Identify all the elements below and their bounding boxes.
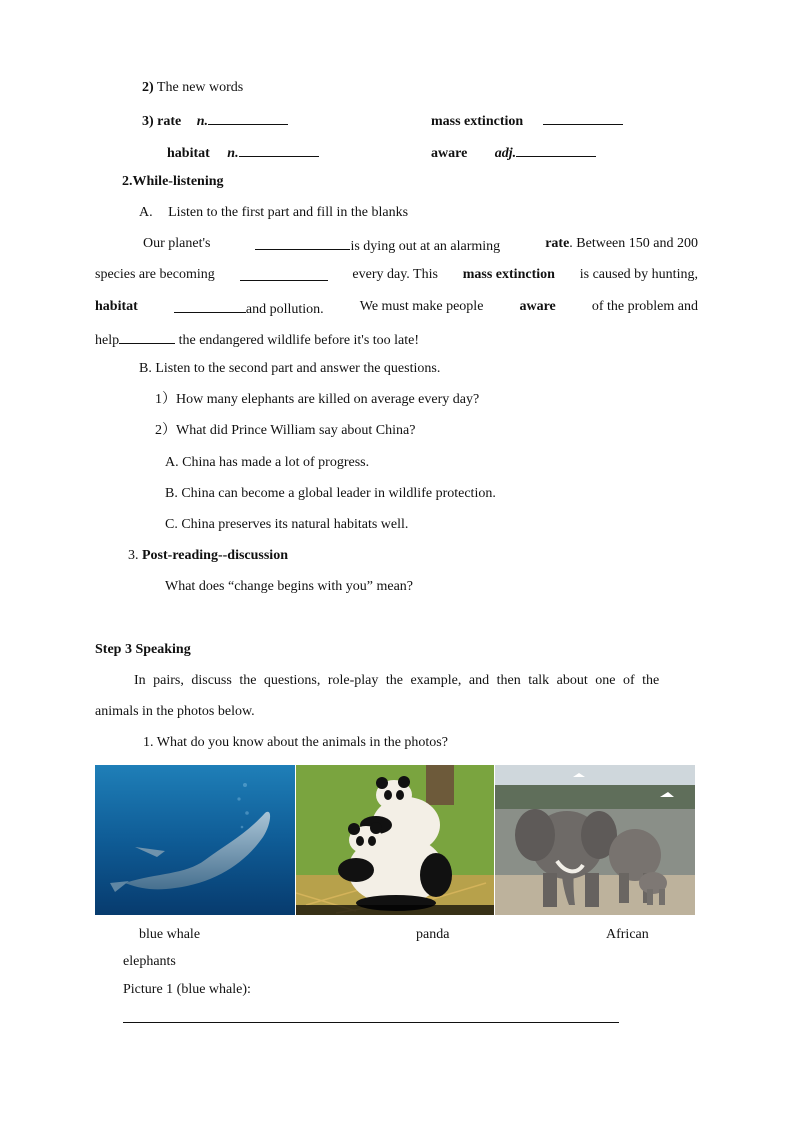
new-words-item bbox=[142, 79, 243, 97]
vocab-word-aware: aware bbox=[431, 146, 468, 161]
item-number: 2) bbox=[142, 80, 154, 95]
fill-blank[interactable] bbox=[208, 110, 288, 125]
vocab-row-1 bbox=[142, 110, 288, 131]
part-b-instruction: B. Listen to the second part and answer the questions. bbox=[139, 361, 441, 376]
answer-line[interactable] bbox=[123, 1022, 619, 1023]
fill-blank[interactable] bbox=[240, 266, 328, 281]
question-2: 2）What did Prince William say about China? bbox=[155, 423, 416, 438]
discussion-question: What does “change begins with you” mean? bbox=[165, 579, 414, 594]
paragraph-line-3: habitat and pollution. We must make people aware of the problem and bbox=[95, 299, 698, 317]
item-text: The new words bbox=[156, 80, 244, 95]
fill-blank[interactable] bbox=[239, 142, 319, 157]
fill-blank[interactable] bbox=[119, 329, 175, 344]
option-c: C. China preserves its natural habitats well. bbox=[165, 517, 409, 532]
fill-blank[interactable] bbox=[255, 235, 350, 250]
vocab-word-habitat: habitat bbox=[167, 146, 210, 161]
caption-panda: panda bbox=[416, 927, 450, 942]
vocab-mass-extinction bbox=[431, 110, 623, 131]
section-heading-post-reading: 3. Post-reading--discussion bbox=[128, 548, 288, 563]
step3-intro-line-2: animals in the photos below. bbox=[95, 704, 255, 719]
vocab-habitat bbox=[167, 142, 319, 163]
step3-intro-line-1: In pairs, discuss the questions, role-play the example, and then talk about one of the bbox=[134, 673, 660, 688]
panda-photo bbox=[296, 765, 494, 915]
fill-blank[interactable] bbox=[543, 110, 623, 125]
picture-1-label: Picture 1 (blue whale): bbox=[123, 982, 251, 997]
caption-elephants: elephants bbox=[123, 954, 176, 969]
vocab-aware bbox=[431, 142, 596, 163]
vocab-word-mass-extinction: mass extinction bbox=[431, 114, 524, 129]
fill-blank[interactable] bbox=[174, 298, 246, 313]
section-heading-while-listening: 2.While-listening bbox=[122, 174, 224, 189]
paragraph-line-2: species are becoming every day. This mass extinction is caused by hunting, bbox=[95, 267, 698, 282]
caption-blue-whale: blue whale bbox=[139, 927, 201, 942]
question-1: 1）How many elephants are killed on average every day? bbox=[155, 392, 480, 407]
caption-african: African bbox=[606, 927, 649, 942]
paragraph-line-1: Our planet's is dying out at an alarming rate. Between 150 and 200 bbox=[143, 236, 698, 254]
item-number: 3) bbox=[142, 114, 154, 129]
paragraph-line-4: help the endangered wildlife before it's too late! bbox=[95, 329, 419, 350]
vocab-pos: n. bbox=[227, 146, 239, 161]
option-a: A. China has made a lot of progress. bbox=[165, 455, 370, 470]
option-b: B. China can become a global leader in wildlife protection. bbox=[165, 486, 496, 501]
vocab-word-rate: rate bbox=[157, 114, 182, 129]
vocab-pos: n. bbox=[196, 114, 209, 129]
fill-blank[interactable] bbox=[516, 142, 596, 157]
step3-question-1: 1. What do you know about the animals in the photos? bbox=[143, 735, 448, 750]
section-heading-step3: Step 3 Speaking bbox=[95, 642, 191, 657]
blue-whale-photo bbox=[95, 765, 295, 915]
african-elephants-photo bbox=[495, 765, 695, 915]
vocab-pos: adj. bbox=[494, 146, 517, 161]
part-a-instruction: A. Listen to the first part and fill in the blanks bbox=[139, 205, 409, 220]
